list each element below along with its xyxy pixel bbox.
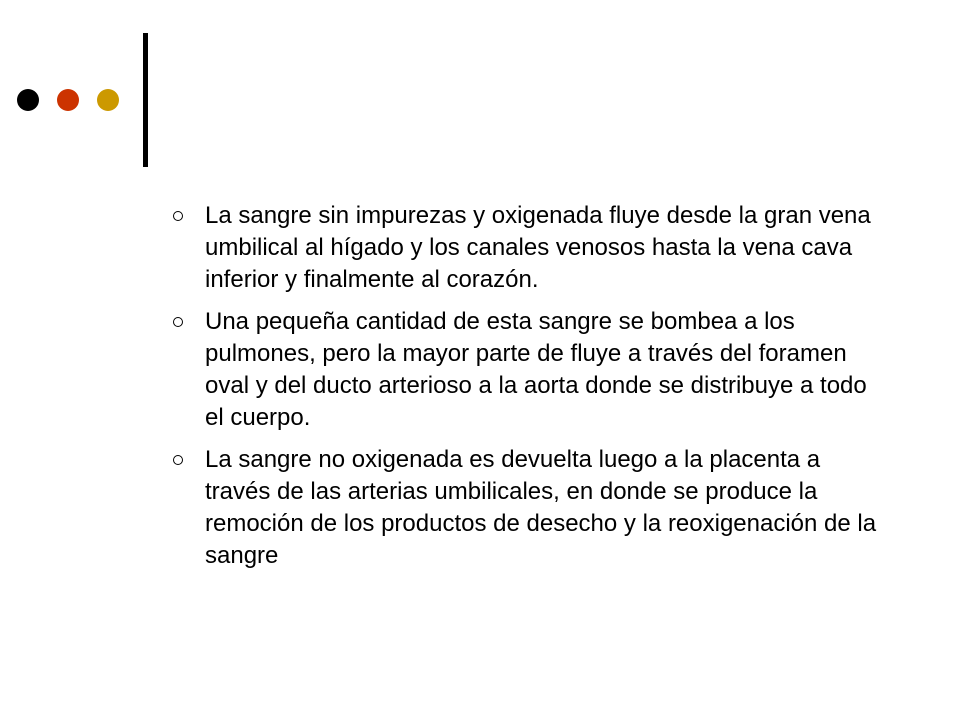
bullet-item [172,444,892,572]
vertical-accent-bar [143,33,148,167]
red-dot-decoration [57,89,79,111]
bullet-text: La sangre sin impurezas y oxigenada fluye desde la gran vena umbilical al hígado y los canales venosos hasta la vena cava inferior y finalmente al corazón. [205,202,871,293]
bullet-list [172,200,892,572]
hollow-circle-icon [173,455,183,465]
bullet-text: La sangre no oxigenada es devuelta luego a la placenta a través de las arterias umbilicales, en donde se produce la remoción de los productos de desecho y la reoxigenación de la sangre [205,446,877,569]
gold-dot-decoration [97,89,119,111]
bullet-item [172,306,892,434]
hollow-circle-icon [173,317,183,327]
bullet-text: Una pequeña cantidad de esta sangre se bombea a los pulmones, pero la mayor parte de fluye a través del foramen oval y del ducto arterioso a la aorta donde se distribuye a todo el cuerpo. [205,308,867,431]
black-dot-decoration [17,89,39,111]
slide-body [172,200,892,582]
hollow-circle-icon [173,211,183,221]
bullet-item [172,200,892,296]
